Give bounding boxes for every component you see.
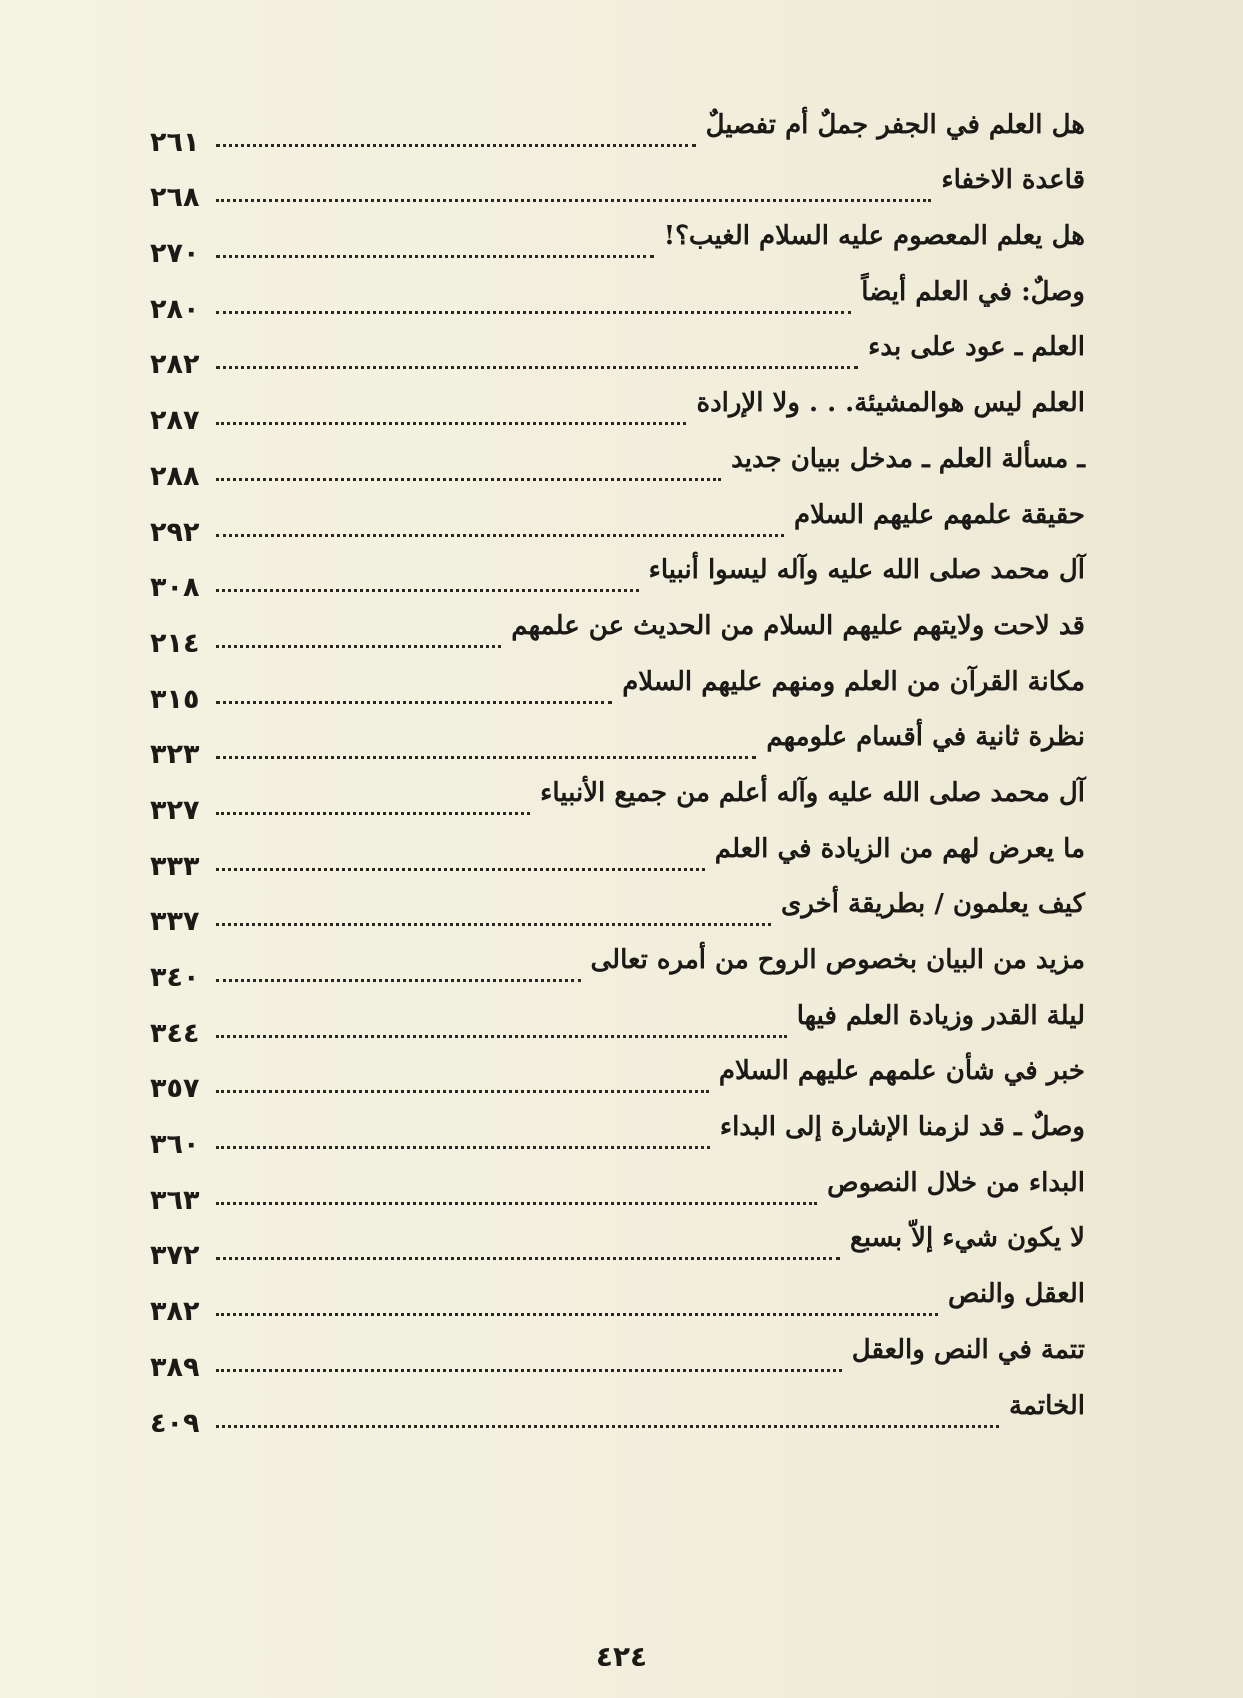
toc-entry bbox=[150, 494, 1085, 550]
toc-entry-title: ليلة القدر وزيادة العلم فيها bbox=[796, 1000, 1085, 1031]
dot-leader bbox=[216, 1311, 938, 1316]
toc-entry-page: ٢٦١ bbox=[150, 126, 200, 158]
toc-entry-page: ٣٨٢ bbox=[150, 1296, 200, 1328]
toc-entry-title: العقل والنص bbox=[948, 1279, 1085, 1310]
toc-entry-page: ٢٨٨ bbox=[150, 460, 200, 492]
table-of-contents bbox=[150, 104, 1085, 1441]
toc-entry-title: مكانة القرآن من العلم ومنهم عليهم السلام bbox=[622, 666, 1085, 697]
toc-entry bbox=[150, 271, 1085, 327]
dot-leader bbox=[216, 699, 612, 704]
toc-entry bbox=[150, 215, 1085, 271]
toc-entry-title: آل محمد صلى الله عليه وآله أعلم من جميع الأنبياء bbox=[540, 777, 1085, 808]
dot-leader bbox=[216, 1200, 817, 1205]
toc-entry-title: ما يعرض لهم من الزيادة في العلم bbox=[714, 833, 1085, 864]
toc-entry bbox=[150, 1385, 1085, 1441]
toc-entry-title: العلم ـ عود على بدء bbox=[868, 332, 1085, 363]
toc-entry-title: وصلٌ ـ قد لزمنا الإشارة إلى البداء bbox=[719, 1112, 1085, 1143]
toc-entry bbox=[150, 550, 1085, 606]
toc-entry-page: ٢٧٠ bbox=[150, 238, 200, 270]
page-number: ٤٢٤ bbox=[595, 1640, 648, 1673]
dot-leader bbox=[216, 643, 501, 648]
toc-entry-page: ٢٨٧ bbox=[150, 405, 200, 437]
dot-leader bbox=[216, 1088, 709, 1093]
toc-entry-title: العلم ليس هوالمشيئة. . . ولا الإرادة bbox=[696, 388, 1085, 419]
toc-entry bbox=[150, 1106, 1085, 1162]
toc-entry-page: ٣٢٧ bbox=[150, 794, 200, 826]
toc-entry-title: حقيقة علمهم عليهم السلام bbox=[794, 499, 1085, 530]
toc-entry-title: الخاتمة bbox=[1008, 1390, 1085, 1421]
toc-entry bbox=[150, 828, 1085, 884]
dot-leader bbox=[216, 587, 639, 592]
toc-entry-title: مزيد من البيان بخصوص الروح من أمره تعالى bbox=[590, 945, 1085, 975]
toc-entry bbox=[150, 160, 1085, 216]
dot-leader bbox=[216, 420, 686, 425]
dot-leader bbox=[216, 1255, 840, 1260]
toc-entry-page: ٣٧٢ bbox=[150, 1240, 200, 1272]
toc-entry bbox=[150, 995, 1085, 1051]
toc-entry-title: البداء من خلال النصوص bbox=[827, 1167, 1085, 1198]
toc-entry bbox=[150, 438, 1085, 494]
toc-entry-title: آل محمد صلى الله عليه وآله ليسوا أنبياء bbox=[648, 555, 1085, 586]
toc-entry-title: خبر في شأن علمهم عليهم السلام bbox=[718, 1056, 1085, 1087]
dot-leader bbox=[216, 977, 581, 982]
toc-entry-title: قاعدة الاخفاء bbox=[941, 165, 1085, 196]
toc-entry-title: نظرة ثانية في أقسام علومهم bbox=[766, 722, 1085, 753]
dot-leader bbox=[216, 1367, 842, 1372]
toc-entry-page: ٣٥٧ bbox=[150, 1073, 200, 1105]
dot-leader bbox=[216, 1423, 999, 1428]
dot-leader bbox=[216, 754, 756, 759]
toc-entry-page: ٤٠٩ bbox=[150, 1407, 200, 1439]
toc-entry bbox=[150, 939, 1085, 995]
toc-entry-page: ٣٤٠ bbox=[150, 962, 200, 993]
dot-leader bbox=[216, 142, 696, 147]
toc-entry-page: ٢٨٠ bbox=[150, 293, 200, 325]
toc-entry bbox=[150, 1273, 1085, 1329]
toc-entry-page: ٢١٤ bbox=[150, 627, 200, 659]
toc-entry bbox=[150, 1329, 1085, 1385]
toc-entry-title: لا يكون شيء إلاّ بسبع bbox=[849, 1223, 1085, 1254]
toc-entry bbox=[150, 1162, 1085, 1218]
toc-entry bbox=[150, 772, 1085, 828]
toc-entry-title: تتمة في النص والعقل bbox=[851, 1334, 1085, 1365]
toc-entry-page: ٢٦٨ bbox=[150, 182, 200, 214]
toc-entry-title: كيف يعلمون / بطريقة أخرى bbox=[780, 889, 1085, 920]
toc-entry-page: ٣٣٧ bbox=[150, 906, 200, 938]
toc-entry bbox=[150, 327, 1085, 383]
toc-entry-title: هل العلم في الجفر جملٌ أم تفصيلٌ bbox=[705, 109, 1085, 140]
toc-entry bbox=[150, 1051, 1085, 1107]
toc-entry-title: ـ مسألة العلم ـ مدخل ببيان جديد bbox=[731, 443, 1085, 474]
dot-leader bbox=[216, 1144, 710, 1149]
toc-entry-page: ٣٦٠ bbox=[150, 1129, 200, 1161]
dot-leader bbox=[216, 253, 654, 258]
toc-entry bbox=[150, 717, 1085, 773]
dot-leader bbox=[216, 197, 931, 202]
toc-entry-page: ٣٠٨ bbox=[150, 572, 200, 604]
toc-entry bbox=[150, 382, 1085, 438]
toc-entry-title: هل يعلم المعصوم عليه السلام الغيب؟! bbox=[663, 221, 1085, 252]
dot-leader bbox=[216, 532, 784, 537]
toc-entry-title: وصلٌ: في العلم أيضاً bbox=[861, 276, 1085, 307]
toc-entry-page: ٣٤٤ bbox=[150, 1017, 200, 1049]
dot-leader bbox=[216, 309, 851, 314]
toc-entry-page: ٣٦٣ bbox=[150, 1184, 200, 1216]
dot-leader bbox=[216, 1033, 787, 1038]
toc-entry-title: قد لاحت ولايتهم عليهم السلام من الحديث عن علمهم bbox=[511, 610, 1085, 641]
dot-leader bbox=[216, 364, 858, 369]
toc-entry bbox=[150, 1218, 1085, 1274]
toc-entry-page: ٣٣٣ bbox=[150, 850, 200, 882]
dot-leader bbox=[216, 476, 721, 481]
toc-entry-page: ٢٩٢ bbox=[150, 516, 200, 548]
dot-leader bbox=[216, 810, 530, 815]
toc-entry-page: ٣٨٩ bbox=[150, 1351, 200, 1383]
dot-leader bbox=[216, 921, 771, 926]
toc-entry bbox=[150, 605, 1085, 661]
toc-entry-page: ٢٨٢ bbox=[150, 349, 200, 381]
toc-entry bbox=[150, 104, 1085, 160]
toc-entry-page: ٣١٥ bbox=[150, 683, 200, 715]
dot-leader bbox=[216, 866, 705, 871]
toc-entry-page: ٣٢٣ bbox=[150, 739, 200, 771]
toc-entry bbox=[150, 884, 1085, 940]
toc-entry bbox=[150, 661, 1085, 717]
